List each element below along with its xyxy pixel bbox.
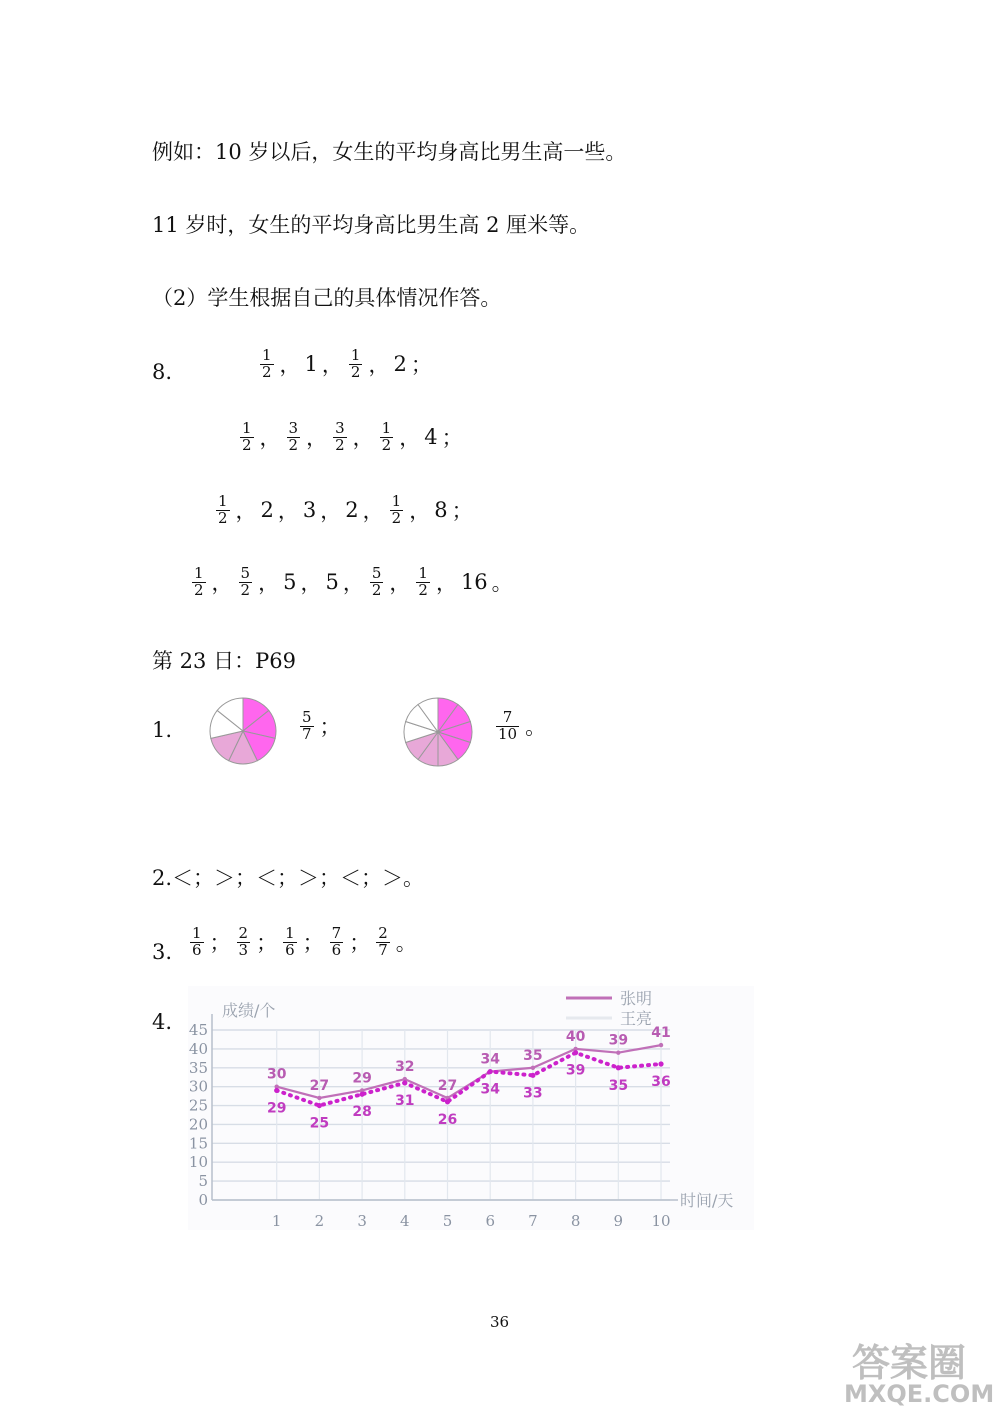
fraction-denominator: 2 xyxy=(381,435,392,454)
paragraph-1: 例如：10 岁以后，女生的平均身高比男生高一些。 xyxy=(152,140,627,164)
inline-text: ， xyxy=(399,426,421,451)
data-label: 25 xyxy=(309,1115,330,1132)
data-label: 35 xyxy=(608,1077,629,1094)
y-tick-label: 35 xyxy=(188,1058,208,1077)
fraction xyxy=(239,566,253,599)
watermark-logo xyxy=(842,1332,995,1410)
inline-text: ， xyxy=(409,499,431,524)
inline-text: ， xyxy=(320,499,342,524)
fraction xyxy=(333,421,347,454)
fraction-numerator: 7 xyxy=(502,708,513,726)
y-tick-label: 30 xyxy=(188,1077,208,1096)
data-label: 41 xyxy=(651,1025,671,1042)
data-label: 27 xyxy=(309,1078,330,1094)
paragraph-2: 11 岁时，女生的平均身高比男生高 2 厘米等。 xyxy=(152,213,591,237)
fraction-numerator: 1 xyxy=(194,564,204,582)
x-axis-title: 时间/天 xyxy=(680,1191,734,1210)
day-heading: 第 23 日：P69 xyxy=(152,649,296,673)
data-point xyxy=(616,1065,621,1070)
data-label: 40 xyxy=(565,1028,586,1045)
fraction-denominator: 2 xyxy=(350,362,361,381)
fraction-numerator: 1 xyxy=(262,346,272,364)
y-tick-label: 20 xyxy=(188,1115,208,1134)
data-point xyxy=(530,1073,535,1078)
inline-text: ， xyxy=(306,426,328,451)
x-tick-label: 3 xyxy=(357,1212,367,1230)
y-tick-label: 45 xyxy=(188,1021,208,1039)
q1-answer xyxy=(296,710,343,743)
inline-text: 3 xyxy=(302,498,317,523)
fraction-numerator: 1 xyxy=(350,346,361,364)
x-tick-label: 2 xyxy=(314,1212,325,1230)
q8-row xyxy=(212,494,475,527)
inline-text: 1 xyxy=(304,352,318,377)
fraction xyxy=(416,566,430,599)
x-tick-label: 1 xyxy=(271,1212,282,1230)
y-tick-label: 25 xyxy=(188,1096,208,1115)
fraction-numerator: 5 xyxy=(371,564,382,582)
inline-text: ； xyxy=(349,931,371,956)
fraction xyxy=(260,348,274,381)
inline-text: ， xyxy=(321,353,343,378)
fraction-denominator: 10 xyxy=(498,724,518,743)
inline-text: 5 xyxy=(325,570,339,595)
data-point xyxy=(402,1080,407,1085)
pie-fraction xyxy=(300,710,314,743)
x-tick-label: 6 xyxy=(485,1212,495,1230)
fraction xyxy=(287,421,301,454)
inline-text: ； xyxy=(410,353,432,378)
fraction-denominator: 2 xyxy=(335,435,345,454)
fraction-denominator: 2 xyxy=(418,580,428,599)
inline-text: ， xyxy=(368,353,390,378)
q3-number: 3. xyxy=(152,940,173,964)
inline-text: 5 xyxy=(283,570,297,595)
fraction-denominator: 2 xyxy=(262,362,272,381)
inline-text: ； xyxy=(319,715,341,740)
q1-answer xyxy=(492,710,548,743)
data-point xyxy=(616,1050,620,1054)
fraction-denominator: 7 xyxy=(302,724,312,743)
y-tick-label: 15 xyxy=(188,1134,208,1153)
inline-text: ； xyxy=(451,499,473,524)
data-label: 27 xyxy=(437,1078,458,1094)
pie-chart-sevenths xyxy=(205,696,281,766)
data-label: 32 xyxy=(395,1059,415,1076)
fraction xyxy=(376,926,390,959)
fraction xyxy=(370,566,384,599)
data-label: 39 xyxy=(565,1062,586,1079)
watermark-title: 答案圈 xyxy=(852,1341,967,1385)
inline-text: ， xyxy=(259,426,281,451)
inline-text: ， xyxy=(435,571,457,596)
data-label: 31 xyxy=(395,1092,415,1109)
fraction-numerator: 1 xyxy=(218,492,228,510)
fraction xyxy=(380,421,394,454)
q1-number: 1. xyxy=(152,718,173,742)
inline-text: ； xyxy=(256,931,278,956)
pie-fraction xyxy=(496,710,519,743)
fraction-denominator: 2 xyxy=(288,435,299,454)
data-label: 29 xyxy=(266,1100,287,1117)
inline-text: ； xyxy=(302,931,324,956)
paragraph-3: （2）学生根据自己的具体情况作答。 xyxy=(152,286,502,310)
x-tick-label: 8 xyxy=(570,1212,581,1230)
inline-text: 16 xyxy=(460,570,488,595)
fraction-denominator: 7 xyxy=(378,940,388,959)
fraction-denominator: 2 xyxy=(218,508,228,527)
inline-text: 2 xyxy=(345,498,359,523)
q8-row xyxy=(188,566,515,599)
q8-row xyxy=(256,348,434,381)
fraction xyxy=(283,926,297,959)
inline-text: 2 xyxy=(393,352,407,377)
fraction-numerator: 7 xyxy=(331,924,342,942)
data-point xyxy=(445,1099,450,1104)
inline-text: ， xyxy=(342,571,364,596)
inline-text: 。 xyxy=(525,715,547,740)
y-tick-label: 10 xyxy=(188,1153,208,1172)
data-label: 33 xyxy=(523,1085,543,1102)
q8-number: 8. xyxy=(152,360,173,384)
fraction-numerator: 1 xyxy=(391,492,402,510)
fraction-numerator: 1 xyxy=(285,924,295,942)
x-tick-label: 9 xyxy=(613,1212,624,1230)
data-label: 29 xyxy=(352,1070,372,1087)
data-label: 34 xyxy=(480,1081,500,1098)
watermark-url: MXQE.COM xyxy=(844,1380,995,1408)
fraction-numerator: 3 xyxy=(288,419,299,437)
page-number: 36 xyxy=(490,1313,510,1331)
data-label: 36 xyxy=(651,1074,671,1090)
data-label: 30 xyxy=(266,1066,287,1083)
fraction xyxy=(192,566,206,599)
x-tick-label: 7 xyxy=(528,1212,538,1230)
fraction-denominator: 6 xyxy=(331,940,342,959)
fraction-numerator: 3 xyxy=(335,419,345,437)
fraction xyxy=(240,421,254,454)
inline-text: 。 xyxy=(395,931,417,956)
inline-text: 。 xyxy=(491,571,513,596)
data-label: 34 xyxy=(480,1051,500,1068)
fraction-numerator: 2 xyxy=(378,924,388,942)
y-tick-label: 0 xyxy=(198,1191,208,1209)
fraction-numerator: 1 xyxy=(192,924,202,942)
fraction-denominator: 6 xyxy=(192,940,202,959)
inline-text: ， xyxy=(277,499,299,524)
inline-text: ； xyxy=(209,931,231,956)
inline-text: ； xyxy=(441,426,463,451)
fraction-denominator: 2 xyxy=(391,508,402,527)
x-tick-label: 4 xyxy=(400,1212,410,1230)
data-point xyxy=(274,1088,279,1093)
fraction xyxy=(237,926,251,959)
fraction-denominator: 3 xyxy=(238,940,249,959)
inline-text: ， xyxy=(235,499,257,524)
x-tick-label: 5 xyxy=(442,1212,453,1230)
fraction xyxy=(190,926,204,959)
y-tick-label: 40 xyxy=(188,1039,208,1058)
fraction-numerator: 2 xyxy=(238,924,249,942)
data-point xyxy=(573,1050,578,1055)
fraction xyxy=(330,926,344,959)
fraction-numerator: 1 xyxy=(242,419,252,437)
inline-text: ， xyxy=(211,571,233,596)
fraction-denominator: 2 xyxy=(371,580,382,599)
fraction-numerator: 5 xyxy=(302,708,312,726)
data-label: 26 xyxy=(437,1111,458,1128)
legend-label: 王亮 xyxy=(620,1009,653,1028)
fraction-denominator: 2 xyxy=(240,580,251,599)
fraction-denominator: 6 xyxy=(285,940,295,959)
inline-text: ， xyxy=(300,571,322,596)
line-chart xyxy=(188,986,754,1230)
fraction xyxy=(216,494,230,527)
inline-text: ， xyxy=(352,426,374,451)
q3-answers xyxy=(186,926,419,959)
inline-text: 4 xyxy=(424,425,438,450)
data-label: 39 xyxy=(608,1032,629,1049)
data-point xyxy=(531,1066,535,1070)
fraction-numerator: 5 xyxy=(240,564,251,582)
q2-answer: 2.＜；＞；＜；＞；＜；＞。 xyxy=(152,866,425,890)
data-label: 28 xyxy=(352,1104,372,1121)
data-point xyxy=(360,1092,365,1097)
fraction xyxy=(349,348,363,381)
fraction-numerator: 1 xyxy=(418,564,428,582)
fraction-numerator: 1 xyxy=(381,419,392,437)
pie-chart-tenths xyxy=(400,696,476,768)
fraction-denominator: 2 xyxy=(242,435,252,454)
x-tick-label: 10 xyxy=(651,1212,671,1230)
data-point xyxy=(317,1103,322,1108)
q8-row xyxy=(236,421,465,454)
inline-text: ， xyxy=(389,571,411,596)
fraction xyxy=(390,494,404,527)
data-point xyxy=(488,1069,493,1074)
inline-text: ， xyxy=(279,353,301,378)
data-label: 35 xyxy=(523,1047,543,1064)
inline-text: ， xyxy=(362,499,384,524)
inline-text: 8 xyxy=(434,498,448,523)
inline-text: ， xyxy=(258,571,280,596)
q4-number: 4. xyxy=(152,1010,173,1034)
data-point xyxy=(659,1043,663,1047)
data-point xyxy=(658,1061,663,1066)
y-tick-label: 5 xyxy=(198,1172,208,1191)
data-point xyxy=(317,1096,321,1100)
y-axis-title: 成绩/个 xyxy=(222,1001,276,1020)
legend-label: 张明 xyxy=(620,989,653,1008)
inline-text: 2 xyxy=(260,498,274,523)
fraction-denominator: 2 xyxy=(194,580,204,599)
